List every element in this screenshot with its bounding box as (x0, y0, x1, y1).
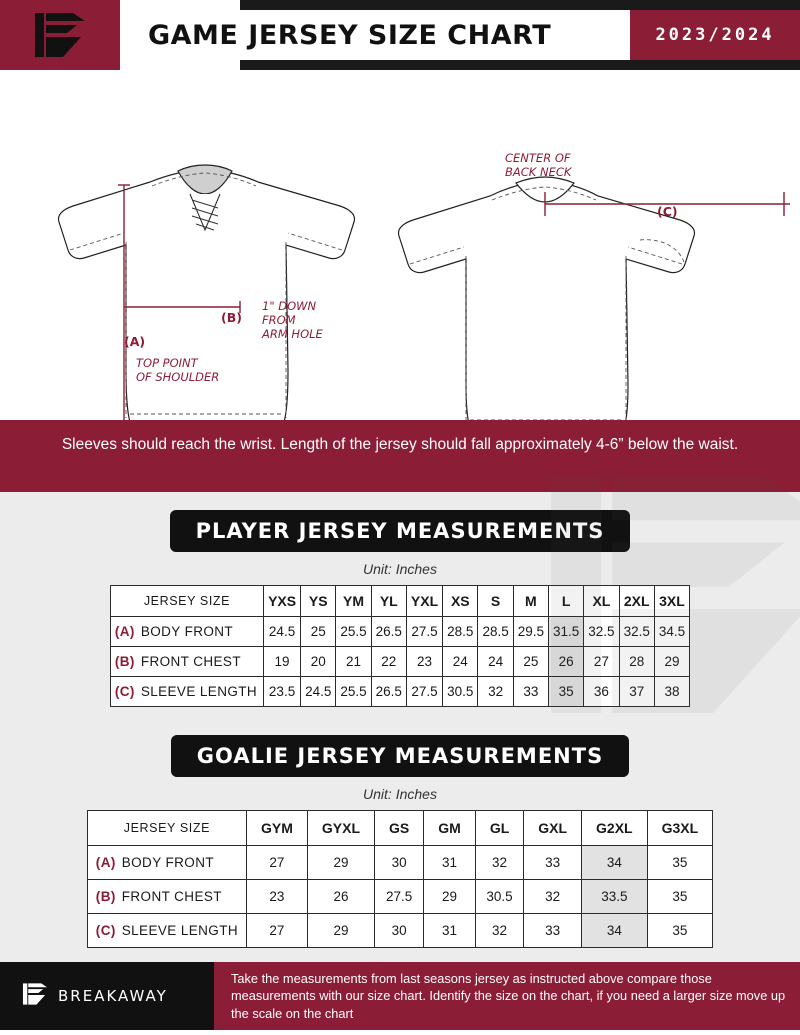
cell: 23 (406, 647, 442, 677)
cell: 33.5 (582, 880, 648, 914)
cell: 32.5 (584, 617, 619, 647)
cell: 28.5 (478, 617, 513, 647)
table-header-row (87, 811, 712, 846)
cell: 31 (424, 914, 476, 948)
svg-text:(B): (B) (221, 310, 242, 325)
jersey-diagram (0, 70, 800, 420)
cell: 27.5 (375, 880, 424, 914)
cell: 29 (424, 880, 476, 914)
goalie-measurements-table (87, 810, 713, 948)
goalie-size-header: JERSEY SIZE (87, 811, 246, 846)
cell: 30 (375, 914, 424, 948)
cell: 29 (654, 647, 689, 677)
player-size-col: XL (584, 586, 619, 617)
player-section (0, 492, 800, 713)
breakaway-b-logo-icon (22, 979, 48, 1014)
cell: 32 (475, 846, 523, 880)
cell: 29 (307, 914, 374, 948)
measure-tag-b: (B) (114, 654, 135, 669)
cell: 27.5 (406, 617, 442, 647)
cell: 38 (654, 677, 689, 707)
player-size-col: S (478, 586, 513, 617)
cell: 23.5 (264, 677, 301, 707)
cell: 19 (264, 647, 301, 677)
table-row (87, 914, 712, 948)
page-footer (0, 962, 800, 1030)
page-header (0, 0, 800, 70)
header-title-area (120, 0, 630, 70)
table-row (110, 677, 689, 707)
player-size-col: YM (336, 586, 371, 617)
player-size-col: XS (443, 586, 478, 617)
cell: 27 (247, 914, 308, 948)
cell: 35 (549, 677, 584, 707)
goalie-row-label-c (87, 914, 246, 948)
player-size-col: YXL (406, 586, 442, 617)
player-size-col: 2XL (619, 586, 654, 617)
goalie-size-col: GM (424, 811, 476, 846)
fit-note: Sleeves should reach the wrist. Length of the jersey should fall approximately 4-6” below the waist. (0, 420, 800, 492)
cell: 35 (647, 880, 713, 914)
goalie-section (0, 713, 800, 962)
cell: 32 (478, 677, 513, 707)
cell: 25.5 (336, 617, 371, 647)
cell: 37 (619, 677, 654, 707)
goalie-row-label-b (87, 880, 246, 914)
cell: 35 (647, 846, 713, 880)
cell: 34 (582, 914, 648, 948)
goalie-size-col: GYXL (307, 811, 374, 846)
cell: 33 (524, 846, 582, 880)
table-row (87, 880, 712, 914)
player-row-label-c (110, 677, 263, 707)
footer-brand-name: BREAKAWAY (58, 987, 168, 1005)
cell: 26.5 (371, 617, 406, 647)
player-size-col: YL (371, 586, 406, 617)
goalie-size-col: GYM (247, 811, 308, 846)
cell: 28 (619, 647, 654, 677)
svg-text:BACK NECK: BACK NECK (505, 165, 572, 179)
player-size-header: JERSEY SIZE (110, 586, 263, 617)
goalie-size-col: G3XL (647, 811, 713, 846)
goalie-size-col: GXL (524, 811, 582, 846)
cell: 29.5 (513, 617, 548, 647)
svg-text:(C): (C) (657, 204, 678, 219)
cell: 32 (475, 914, 523, 948)
table-row (87, 846, 712, 880)
measure-label: FRONT CHEST (121, 889, 222, 904)
cell: 24.5 (264, 617, 301, 647)
goalie-unit-label: Unit: Inches (363, 786, 437, 802)
header-logo-block (0, 0, 120, 70)
cell: 34 (582, 846, 648, 880)
cell: 21 (336, 647, 371, 677)
measure-label: FRONT CHEST (140, 654, 241, 669)
cell: 26 (549, 647, 584, 677)
cell: 25 (513, 647, 548, 677)
measure-tag-c: (C) (114, 684, 135, 699)
cell: 33 (524, 914, 582, 948)
table-header-row (110, 586, 689, 617)
svg-text:FROM: FROM (262, 313, 296, 327)
table-row (110, 647, 689, 677)
season-badge: 2023/2024 (630, 0, 800, 70)
cell: 22 (371, 647, 406, 677)
cell: 24.5 (301, 677, 336, 707)
svg-text:(A): (A) (124, 334, 146, 349)
cell: 34.5 (654, 617, 689, 647)
player-size-col: L (549, 586, 584, 617)
cell: 24 (443, 647, 478, 677)
cell: 32.5 (619, 617, 654, 647)
page-title: GAME JERSEY SIZE CHART (148, 19, 552, 51)
goalie-row-label-a (87, 846, 246, 880)
footer-instructions: Take the measurements from last seasons jersey as instructed above compare those measurements with our size chart. Identify the size on the chart, if you need a larger size move up the scale on the chart (215, 962, 800, 1030)
cell: 30.5 (443, 677, 478, 707)
measure-tag-c: (C) (95, 923, 116, 938)
cell: 28.5 (443, 617, 478, 647)
goalie-size-col: GS (375, 811, 424, 846)
measure-label: BODY FRONT (121, 855, 215, 870)
player-size-col: M (513, 586, 548, 617)
cell: 35 (647, 914, 713, 948)
player-row-label-b (110, 647, 263, 677)
breakaway-b-logo-icon (33, 11, 87, 59)
player-size-col: 3XL (654, 586, 689, 617)
svg-text:CENTER OF: CENTER OF (505, 151, 571, 165)
cell: 30.5 (475, 880, 523, 914)
measure-label: SLEEVE LENGTH (121, 923, 238, 938)
table-row (110, 617, 689, 647)
svg-text:TOP POINT: TOP POINT (136, 356, 198, 370)
header-bottom-rule (240, 60, 800, 70)
cell: 27.5 (406, 677, 442, 707)
player-size-col: YXS (264, 586, 301, 617)
goalie-size-col: G2XL (582, 811, 648, 846)
cell: 30 (375, 846, 424, 880)
goalie-size-col: GL (475, 811, 523, 846)
player-unit-label: Unit: Inches (363, 561, 437, 577)
player-size-col: YS (301, 586, 336, 617)
cell: 27 (584, 647, 619, 677)
goalie-table-title: GOALIE JERSEY MEASUREMENTS (171, 735, 629, 777)
player-table-title: PLAYER JERSEY MEASUREMENTS (170, 510, 631, 552)
header-top-rule (240, 0, 800, 10)
cell: 26.5 (371, 677, 406, 707)
cell: 32 (524, 880, 582, 914)
cell: 23 (247, 880, 308, 914)
cell: 25 (301, 617, 336, 647)
cell: 31 (424, 846, 476, 880)
cell: 27 (247, 846, 308, 880)
player-row-label-a (110, 617, 263, 647)
cell: 36 (584, 677, 619, 707)
measure-tag-a: (A) (114, 624, 135, 639)
cell: 24 (478, 647, 513, 677)
cell: 20 (301, 647, 336, 677)
measure-label: SLEEVE LENGTH (140, 684, 258, 699)
cell: 25.5 (336, 677, 371, 707)
measure-tag-a: (A) (95, 855, 116, 870)
svg-text:1" DOWN: 1" DOWN (262, 299, 317, 313)
cell: 29 (307, 846, 374, 880)
player-measurements-table (110, 585, 690, 707)
svg-text:ARM HOLE: ARM HOLE (262, 327, 323, 341)
footer-brand-block (0, 962, 215, 1030)
cell: 31.5 (549, 617, 584, 647)
measure-tag-b: (B) (95, 889, 116, 904)
svg-text:OF SHOULDER: OF SHOULDER (136, 370, 220, 384)
measure-label: BODY FRONT (140, 624, 234, 639)
cell: 26 (307, 880, 374, 914)
cell: 33 (513, 677, 548, 707)
